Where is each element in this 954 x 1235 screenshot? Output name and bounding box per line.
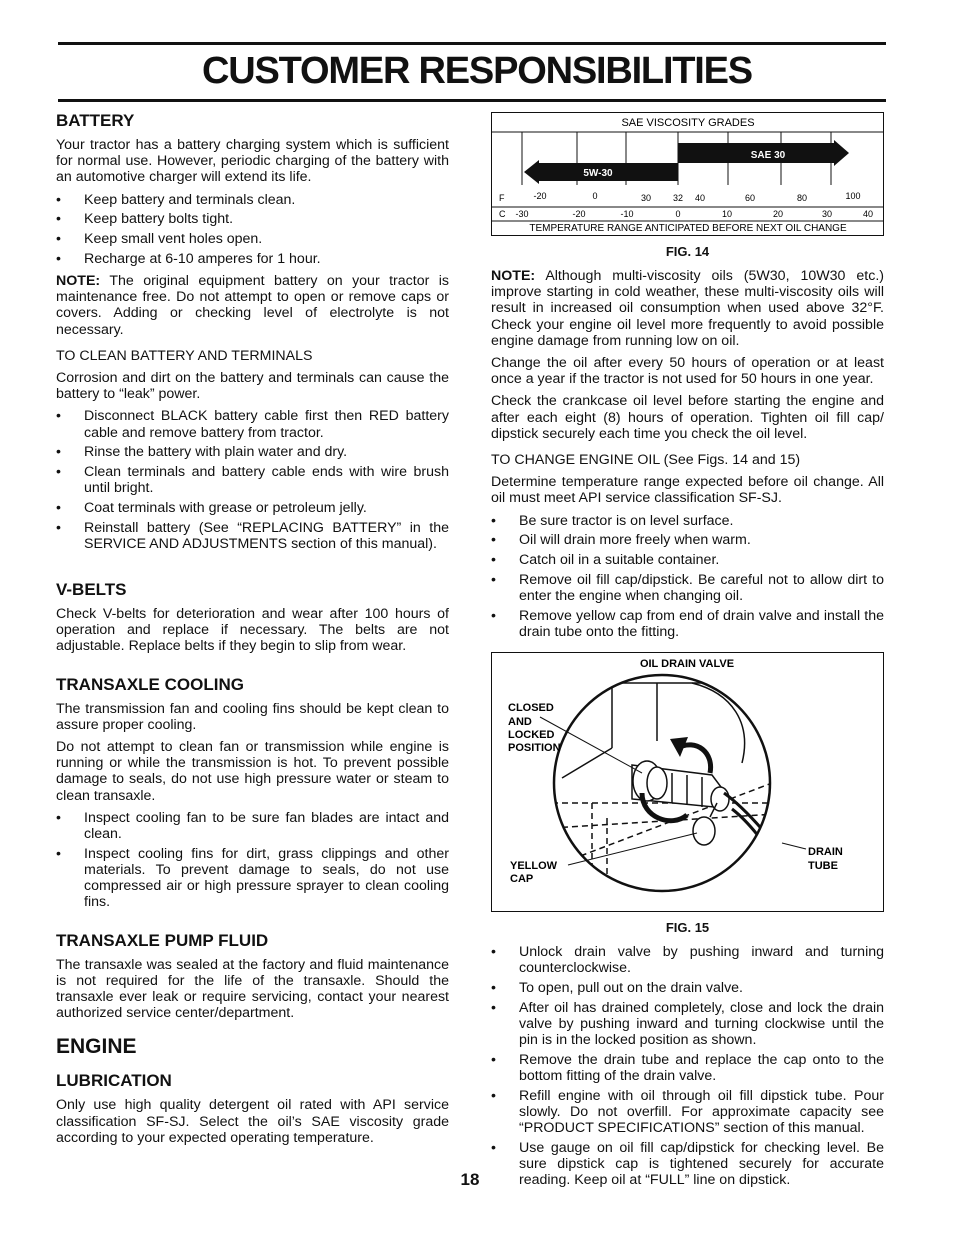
list-item: • Inspect cooling fins for dirt, grass clippings and other materials. To prevent damage to seals, do not use compressed air or high pressure sprayer to clean cooling fins. xyxy=(56,846,449,911)
fig15-drain-valve-diagram xyxy=(491,652,884,912)
list-item: • Disconnect BLACK battery cable first then RED battery cable and remove battery from tractor. xyxy=(56,408,449,440)
note-label: NOTE: xyxy=(491,268,536,284)
list-item: • After oil has drained completely, close and lock the drain valve by pushing inward and turning clockwise until the pin is in the locked position as shown. xyxy=(491,1000,884,1049)
note-text: Although multi-viscosity oils (5W30, 10W30 etc.) improve starting in cold weather, these multi-viscosity oils will result in increased oil consumption when used above 32°F. Check your engine oil level more frequently to avoid possible engine damage from running low on oil. xyxy=(491,268,884,349)
title-underline xyxy=(58,99,886,102)
clean-bullets xyxy=(56,408,449,552)
list-item: • To open, pull out on the drain valve. xyxy=(491,980,884,996)
c-tick: -20 xyxy=(572,209,586,219)
oil-note xyxy=(491,268,884,349)
c-tick: 20 xyxy=(772,209,784,219)
f-tick: 100 xyxy=(845,191,861,201)
cooling-heading: TRANSAXLE COOLING xyxy=(56,674,244,694)
c-tick: -10 xyxy=(620,209,634,219)
grade-sae30: SAE 30 xyxy=(750,150,786,161)
drain-valve-svg xyxy=(492,653,883,911)
yellow-label: CAP xyxy=(510,873,534,886)
check-level: Check the crankcase oil level before starting the engine and after each eight (8) hours of operation. Tighten oil fill cap/ dipstick securely each time you check the oil level. xyxy=(491,393,884,442)
fig14-caption: FIG. 14 xyxy=(665,244,710,259)
list-item: • Recharge at 6-10 amperes for 1 hour. xyxy=(56,251,449,267)
list-item: • Keep small vent holes open. xyxy=(56,231,449,247)
list-item: • Catch oil in a suitable container. xyxy=(491,552,884,568)
list-item: • Oil will drain more freely when warm. xyxy=(491,532,884,548)
cooling-p1: The transmission fan and cooling fins should be kept clean to assure proper cooling. xyxy=(56,700,449,733)
battery-heading: BATTERY xyxy=(56,111,135,130)
clean-heading: TO CLEAN BATTERY AND TERMINALS xyxy=(56,347,313,364)
closed-label: POSITION xyxy=(508,742,561,755)
list-item: • Clean terminals and battery cable ends with wire brush until bright. xyxy=(56,464,449,496)
note-label: NOTE: xyxy=(56,272,101,289)
f-tick: -20 xyxy=(533,191,547,201)
vbelts-text: Check V-belts for deterioration and wear after 100 hours of operation and replace if necessary. The belts are not adjustable. Replace belts if they begin to slip from wear. xyxy=(56,605,449,655)
lubrication-heading: LUBRICATION xyxy=(56,1071,172,1091)
c-tick: 30 xyxy=(821,209,833,219)
yellow-label: YELLOW xyxy=(510,860,558,873)
list-item: • Keep battery and terminals clean. xyxy=(56,192,449,208)
drain-label: TUBE xyxy=(808,860,838,873)
list-item: • Rinse the battery with plain water and dry. xyxy=(56,444,449,460)
lubrication-text: Only use high quality detergent oil rated with API service classification SF-SJ. Select the oil’s SAE viscosity grade according to your expected operating temperature. xyxy=(56,1097,449,1146)
battery-intro: Your tractor has a battery charging system which is sufficient for normal use. However, periodic charging of the battery with an automotive charger will extend its life. xyxy=(56,137,449,186)
f-tick: 40 xyxy=(694,193,706,203)
list-item: • Remove the drain tube and replace the cap onto to the bottom fitting of the drain valve. xyxy=(491,1052,884,1084)
fig14-viscosity-chart xyxy=(491,112,884,236)
f-tick: 80 xyxy=(796,193,808,203)
change-heading: TO CHANGE ENGINE OIL (See Figs. 14 and 15) xyxy=(491,452,801,469)
drain-bullets xyxy=(491,944,884,1188)
battery-bullets xyxy=(56,192,449,267)
chart-header: SAE VISCOSITY GRADES xyxy=(621,117,755,129)
pump-heading: TRANSAXLE PUMP FLUID xyxy=(56,930,269,950)
page-number: 18 xyxy=(460,1170,480,1189)
f-tick: 32 xyxy=(672,193,684,203)
engine-heading: ENGINE xyxy=(56,1035,137,1059)
right-column xyxy=(491,108,884,1194)
chart-footer: TEMPERATURE RANGE ANTICIPATED BEFORE NEXT OIL CHANGE xyxy=(529,223,847,234)
battery-note xyxy=(56,273,449,338)
note-text: The original equipment battery on your tractor is maintenance free. Do not attempt to open or remove caps or covers. Adding or checking level of electrolyte is not necessary. xyxy=(56,272,449,338)
list-item: • Reinstall battery (See “REPLACING BATTERY” in the SERVICE AND ADJUSTMENTS section of this manual). xyxy=(56,520,449,552)
closed-label: AND xyxy=(508,716,532,729)
clean-intro: Corrosion and dirt on the battery and terminals can cause the battery to “leak” power. xyxy=(56,369,449,403)
list-item: • Remove yellow cap from end of drain valve and install the drain tube onto the fitting. xyxy=(491,608,884,640)
celsius-label: C xyxy=(499,209,506,219)
list-item: • Unlock drain valve by pushing inward and turning counterclockwise. xyxy=(491,944,884,976)
left-column xyxy=(56,108,449,1152)
closed-label: CLOSED xyxy=(508,702,554,715)
fahrenheit-label: F xyxy=(499,193,505,203)
closed-label: LOCKED xyxy=(508,729,555,742)
list-item: • Coat terminals with grease or petroleum jelly. xyxy=(56,500,449,516)
f-tick: 30 xyxy=(640,193,652,203)
cooling-bullets xyxy=(56,810,449,911)
c-tick: 0 xyxy=(675,209,681,219)
top-rule xyxy=(58,42,886,45)
viscosity-chart-svg xyxy=(492,113,883,235)
f-tick: 60 xyxy=(744,193,756,203)
page-title: CUSTOMER RESPONSIBILITIES xyxy=(202,50,752,92)
c-tick: 10 xyxy=(721,209,733,219)
change-bullets xyxy=(491,513,884,640)
list-item: • Keep battery bolts tight. xyxy=(56,211,449,227)
drain-label: DRAIN xyxy=(808,846,843,859)
c-tick: -30 xyxy=(515,209,529,219)
cooling-p2: Do not attempt to clean fan or transmission while engine is running or while the transmission is hot. To prevent possible damage to seals, do not use high pressure water or steam to clean transaxle. xyxy=(56,738,449,804)
grade-5w30: 5W-30 xyxy=(583,168,613,179)
vbelts-heading: V-BELTS xyxy=(56,579,127,599)
list-item: • Be sure tractor is on level surface. xyxy=(491,513,884,529)
fig15-caption: FIG. 15 xyxy=(665,920,710,936)
pump-text: The transaxle was sealed at the factory and fluid maintenance is not required for the life of the transaxle. Should the transaxle ever leak or require servicing, contact your nearest authorized service center/department. xyxy=(56,956,449,1022)
f-tick: 0 xyxy=(592,191,598,201)
list-item: • Use gauge on oil fill cap/dipstick for checking level. Be sure dipstick cap is tightened securely for accurate reading. Keep oil at “FULL” line on dipstick. xyxy=(491,1140,884,1189)
determine-text: Determine temperature range expected before oil change. All oil must meet API service classification SF-SJ. xyxy=(491,474,884,507)
c-tick: 40 xyxy=(862,209,874,219)
list-item: • Inspect cooling fan to be sure fan blades are intact and clean. xyxy=(56,810,449,842)
drain-leader xyxy=(782,843,806,849)
fig15-title: OIL DRAIN VALVE xyxy=(639,658,735,671)
list-item: • Refill engine with oil through oil fill dipstick tube. Pour slowly. Do not overfill. For approximate capacity see “PRODUCT SPECIFICATIONS” section of this manual. xyxy=(491,1088,884,1137)
change-interval: Change the oil after every 50 hours of operation or at least once a year if the tractor is not used for 50 hours in one year. xyxy=(491,355,884,388)
list-item: • Remove oil fill cap/dipstick. Be careful not to allow dirt to enter the engine when changing oil. xyxy=(491,572,884,604)
